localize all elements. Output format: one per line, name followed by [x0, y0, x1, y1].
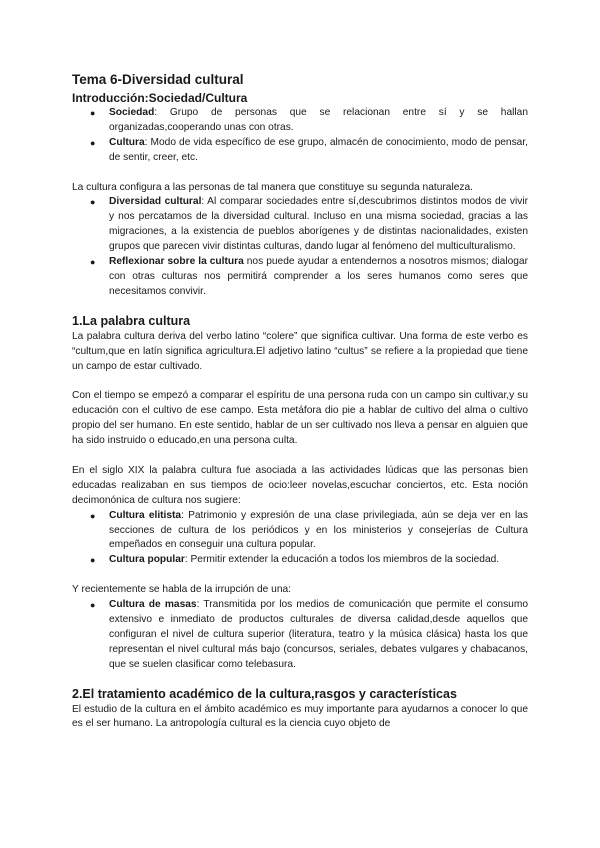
- document-body: [72, 72, 528, 732]
- intro-list: [72, 106, 528, 166]
- section-2-heading: 2.El tratamiento académico de la cultura,rasgos y características: [72, 686, 457, 701]
- list-item: [72, 509, 528, 554]
- term: Cultura elitista: [109, 509, 182, 521]
- paragraph: Y recientemente se habla de la irrupción de una:: [72, 584, 291, 596]
- definition: : Transmitida por los medios de comunicación que permite el consumo extensivo e inmediato de productos culturales de diversa calidad,desde aquellos que configuran el nivel de cultura superior (literatura, teatro y la música clásica) hasta los que representan el nivel cultural más bajo (concursos, seriales, debates vulgares y chabacanos, que se suelen clasificar como telebasura.: [109, 599, 528, 670]
- definition: : Grupo de personas que se relacionan entre sí y se hallan organizadas,cooperando unas con otras.: [109, 107, 528, 133]
- term: Sociedad: [109, 107, 155, 118]
- bullet-icon: ●: [90, 510, 96, 521]
- paragraph: El estudio de la cultura en el ámbito académico es muy importante para ayudarnos a conocer lo que es el ser humano. La antropología cultural es la ciencia cuyo objeto de: [72, 703, 528, 730]
- bullet-icon: ●: [90, 555, 96, 566]
- paragraph: La cultura configura a las personas de tal manera que constituye su segunda naturaleza.: [72, 181, 473, 193]
- section-1-heading: 1.La palabra cultura: [72, 313, 191, 328]
- bullet-icon: ●: [90, 257, 96, 268]
- paragraph: En el siglo XIX la palabra cultura fue asociada a las actividades lúdicas que las personas bien educadas realizaban en sus tiempos de ocio:leer novelas,escuchar conciertos, etc. Esta noción decimonónica de cultura nos sugiere:: [72, 464, 528, 506]
- term: Cultura de masas: [109, 599, 197, 611]
- term: Diversidad cultural: [109, 196, 202, 208]
- definition: nos puede ayudar a entendernos a nosotros mismos; dialogar con otras culturas nos permitirá comprender a los seres humanos como seres que necesitamos convivir.: [109, 256, 528, 297]
- mass-culture-list: [72, 598, 528, 673]
- bullet-icon: ●: [90, 197, 96, 208]
- definition: : Modo de vida específico de ese grupo, almacén de conocimiento, modo de pensar, de sentir, creer, etc.: [109, 136, 528, 163]
- term: Reflexionar sobre la cultura: [109, 256, 244, 268]
- definition: : Patrimonio y expresión de una clase privilegiada, aún se deja ver en las secciones de cultura de los periódicos y en los ministerios y consejerías de Cultura empeñados en conseguir una cultura popular.: [109, 509, 528, 551]
- definition: : Permitir extender la educación a todos los miembros de la sociedad.: [184, 554, 500, 566]
- bullet-icon: ●: [90, 600, 96, 611]
- term: Cultura popular: [109, 554, 185, 566]
- list-item: [72, 195, 528, 255]
- list-item: [72, 106, 528, 136]
- diversity-list: [72, 195, 528, 299]
- list-item: [72, 136, 528, 166]
- page-title: Tema 6-Diversidad cultural: [72, 72, 244, 87]
- paragraph: La palabra cultura deriva del verbo latino “colere” que significa cultivar. Una forma de este verbo es “cultum,que en latín significa agricultura.El adjetivo latino “cultus” se refiere a la propiedad que tiene un campo de estar cultivado.: [72, 330, 528, 372]
- culture-types-list: [72, 509, 528, 569]
- list-item: [72, 255, 528, 300]
- definition: : Al comparar sociedades entre sí,descubrimos distintos modos de vivir y nos percatamos de la diversidad cultural. Incluso en una misma sociedad, gracias a las migraciones, a la existencia de pueblos aborígenes y de distintas nacionalidades, existen grupos que parecen vivir distintas culturas, dando lugar al fenómeno del multiculturalismo.: [109, 196, 529, 253]
- bullet-icon: ●: [90, 137, 96, 148]
- list-item: [72, 598, 528, 673]
- term: Cultura: [109, 136, 145, 148]
- bullet-icon: ●: [90, 108, 96, 118]
- list-item: [72, 553, 528, 568]
- paragraph: Con el tiempo se empezó a comparar el espíritu de una persona ruda con un campo sin cultivar,y su educación con el cultivo de ese campo. Esta metáfora dio pie a hablar de cultivo del alma o cultivo propio del ser humano. En este sentido, hablar de un ser cultivado nos lleva a pensar en alguien que ha sido instruido o educado,en una persona culta.: [72, 390, 528, 447]
- intro-heading: Introducción:Sociedad/Cultura: [72, 91, 248, 105]
